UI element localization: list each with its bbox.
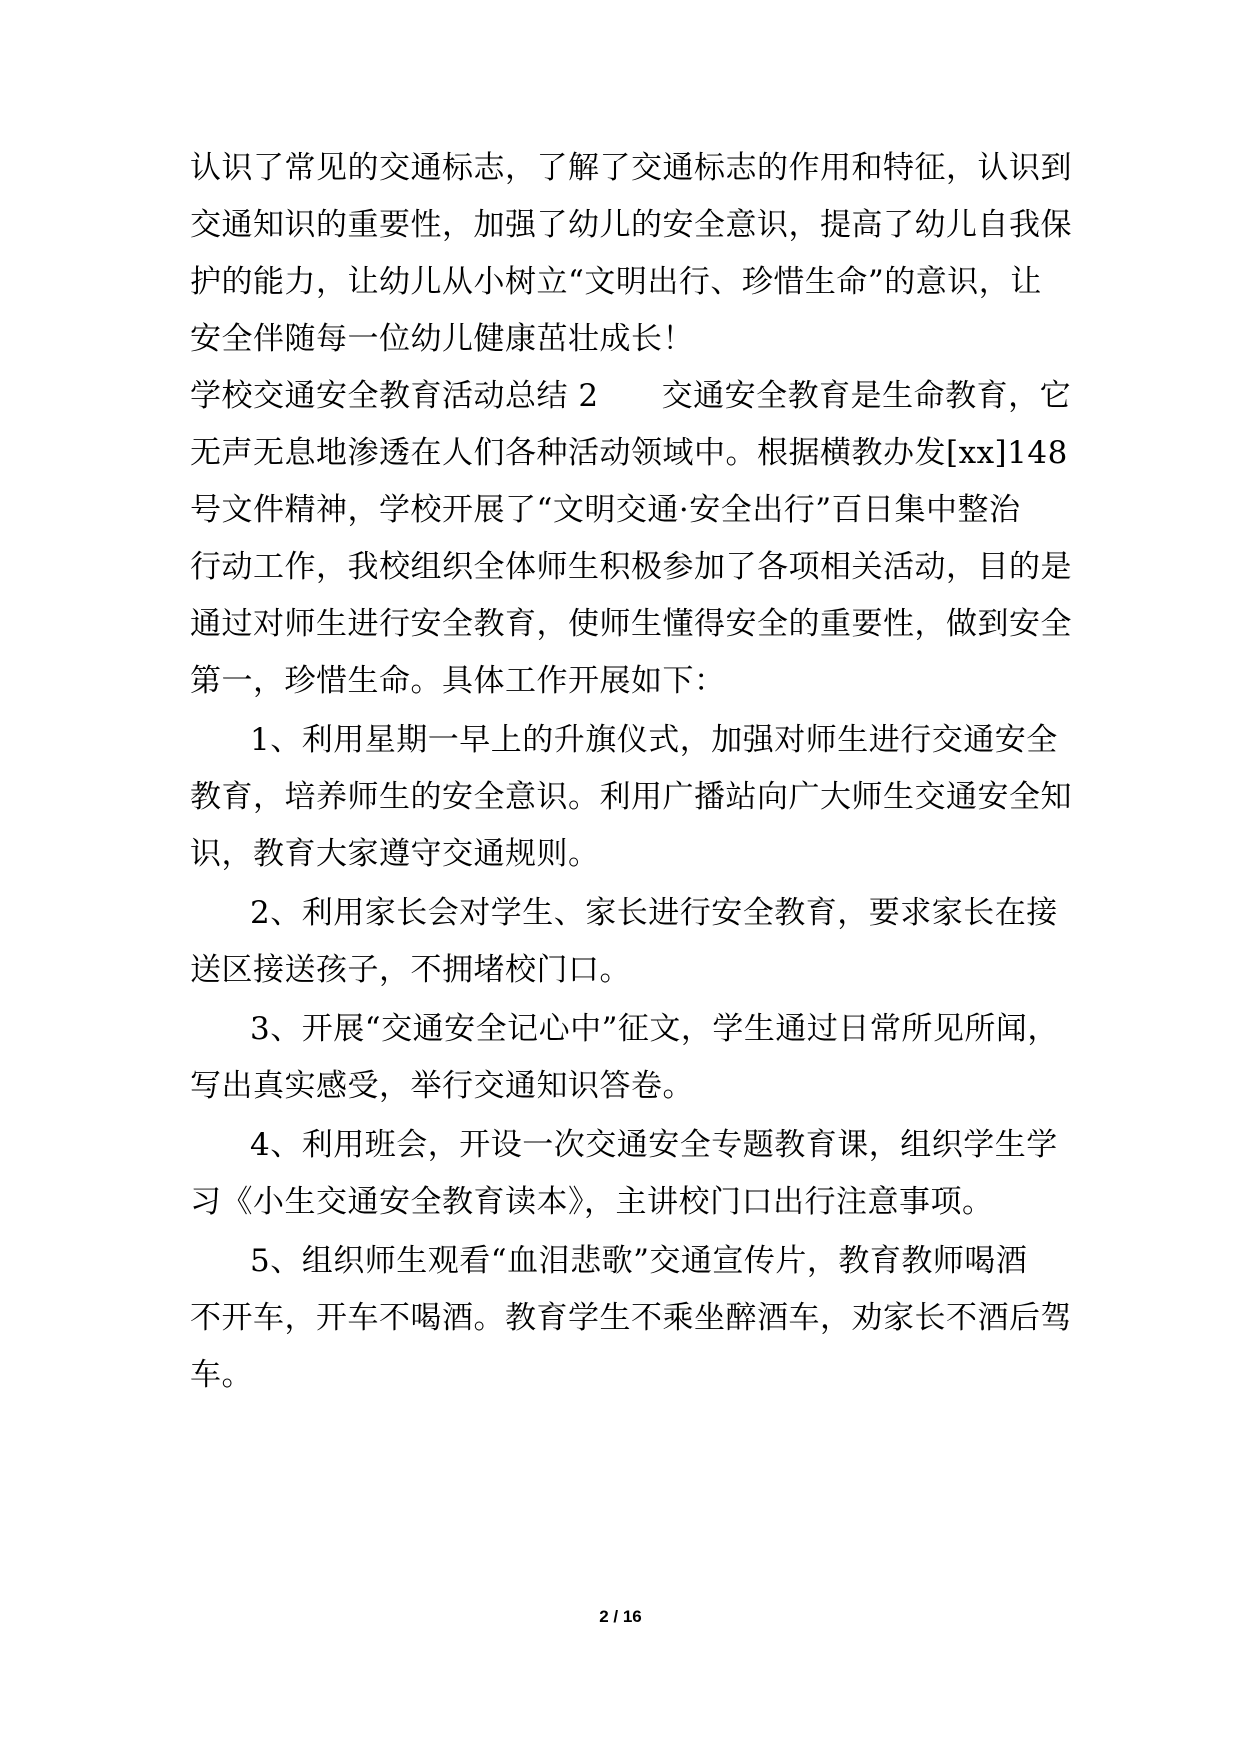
page-number: 2 / 16 <box>599 1607 642 1626</box>
list-item-4-line: 4、利用班会，开设一次交通安全专题教育课，组织学生学 <box>250 1127 1058 1163</box>
text-line: 号文件精神，学校开展了“文明交通·安全出行”百日集中整治 <box>190 492 1021 528</box>
list-item-1-line: 1、利用星期一早上的升旗仪式，加强对师生进行交通安全 <box>250 722 1058 758</box>
text-line: 车。 <box>190 1357 253 1393</box>
list-item-5-line: 5、组织师生观看“血泪悲歌”交通宣传片，教育教师喝酒 <box>250 1243 1028 1279</box>
text-line: 习《小生交通安全教育读本》，主讲校门口出行注意事项。 <box>190 1184 994 1220</box>
text-line: 认识了常见的交通标志，了解了交通标志的作用和特征，认识到 <box>190 150 1072 186</box>
text-line: 不开车，开车不喝酒。教育学生不乘坐醉酒车，劝家长不酒后驾 <box>190 1300 1072 1336</box>
section-heading-line: 学校交通安全教育活动总结 2 交通安全教育是生命教育，它 <box>190 378 1072 414</box>
list-item-2-line: 2、利用家长会对学生、家长进行安全教育，要求家长在接 <box>250 895 1058 931</box>
text-line: 第一，珍惜生命。具体工作开展如下： <box>190 663 726 699</box>
text-line: 交通知识的重要性，加强了幼儿的安全意识，提高了幼儿自我保 <box>190 207 1072 243</box>
text-line: 写出真实感受，举行交通知识答卷。 <box>190 1068 694 1104</box>
text-line: 安全伴随每一位幼儿健康茁壮成长！ <box>190 321 694 357</box>
text-line: 行动工作，我校组织全体师生积极参加了各项相关活动，目的是 <box>190 549 1072 585</box>
text-line: 无声无息地渗透在人们各种活动领域中。根据横教办发[xx]148 <box>190 435 1068 471</box>
text-line: 教育，培养师生的安全意识。利用广播站向广大师生交通安全知 <box>190 779 1072 815</box>
text-line: 识，教育大家遵守交通规则。 <box>190 836 600 872</box>
text-line: 护的能力，让幼儿从小树立“文明出行、珍惜生命”的意识，让 <box>190 264 1042 300</box>
list-item-3-line: 3、开展“交通安全记心中”征文，学生通过日常所见所闻， <box>250 1011 1059 1047</box>
text-line: 送区接送孩子，不拥堵校门口。 <box>190 952 631 988</box>
text-line: 通过对师生进行安全教育，使师生懂得安全的重要性，做到安全 <box>190 606 1072 642</box>
